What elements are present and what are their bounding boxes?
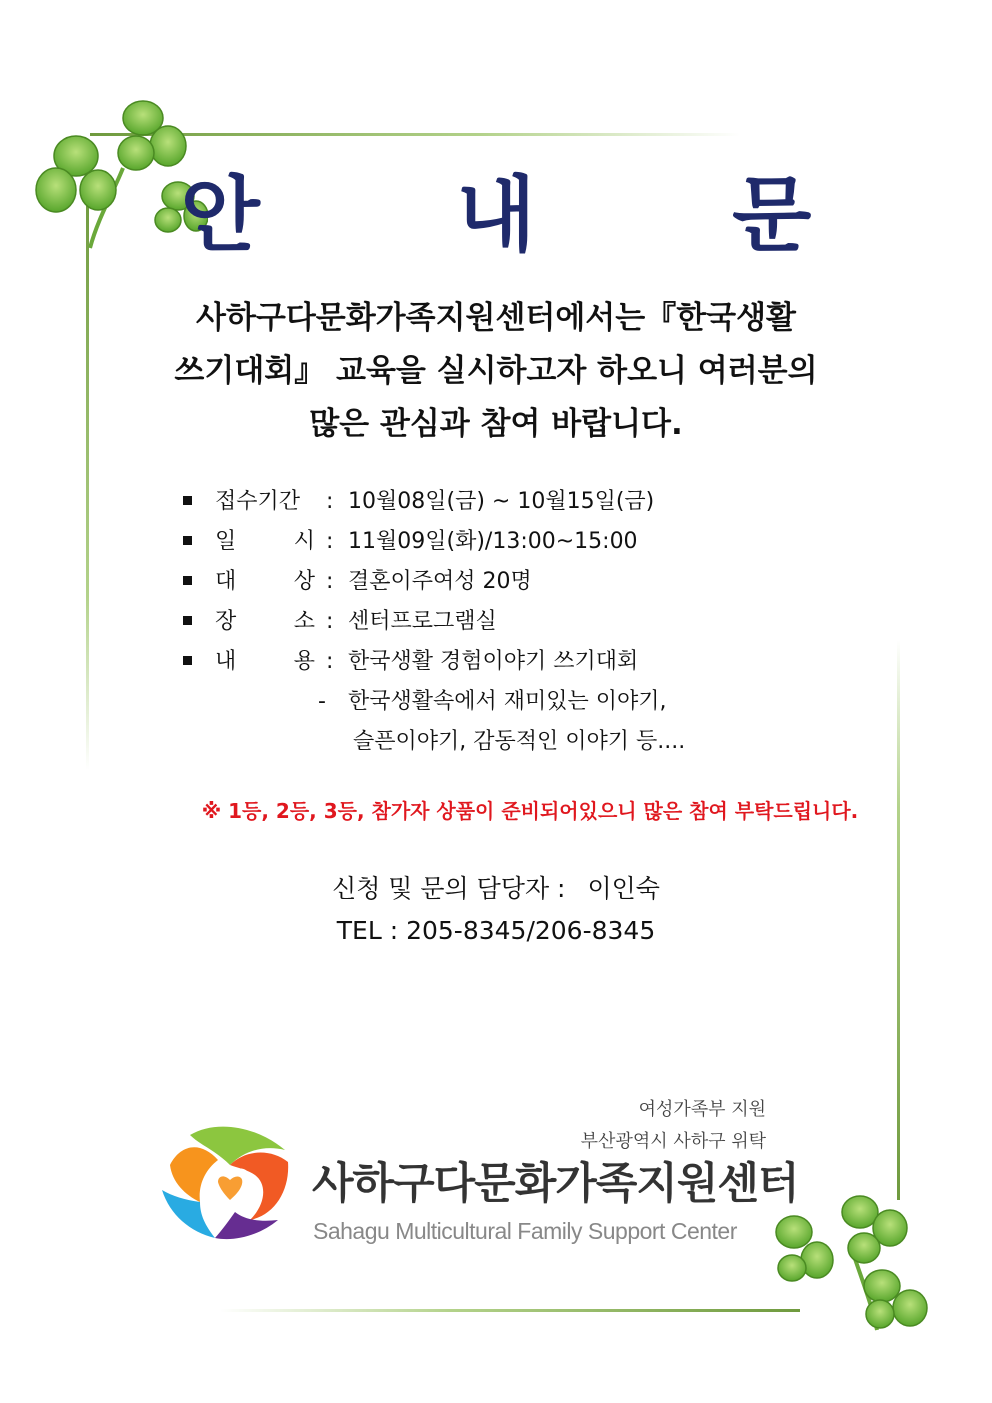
bullet-icon <box>183 536 192 545</box>
detail-label <box>215 522 315 562</box>
detail-row-content <box>183 642 823 682</box>
detail-value: 결혼이주여성 20명 <box>348 569 532 594</box>
detail-value: 센터프로그램실 <box>348 609 497 634</box>
contact-person-line <box>0 868 992 910</box>
frame-bottom-border <box>220 1309 800 1312</box>
bullet-icon <box>183 656 192 665</box>
detail-label <box>215 642 315 682</box>
detail-value: 한국생활 경험이야기 쓰기대회 <box>348 649 639 674</box>
detail-sub-row-2 <box>183 722 823 762</box>
detail-value: 10월08일(금) ~ 10월15일(금) <box>348 489 655 514</box>
detail-label-part: 소 <box>293 609 315 634</box>
detail-label-part: 대 <box>215 569 237 594</box>
detail-label <box>215 602 315 642</box>
detail-row-target <box>183 562 823 602</box>
detail-label-part: 상 <box>293 569 315 594</box>
detail-label-part: 시 <box>293 529 315 554</box>
detail-row-location <box>183 602 823 642</box>
bullet-icon <box>183 576 192 585</box>
intro-line-2: 쓰기대회』 교육을 실시하고자 하오니 여러분의 <box>174 353 818 389</box>
detail-label-part: 용 <box>293 649 315 674</box>
support-line-2: 부산광역시 사하구 위탁 <box>580 1131 766 1152</box>
intro-paragraph <box>120 292 872 451</box>
page-title: 안 내 문 <box>180 168 896 263</box>
contact-label: 신청 및 문의 담당자 : <box>332 874 566 903</box>
detail-label <box>215 562 315 602</box>
detail-colon: : <box>326 489 334 514</box>
detail-value: 11월09일(화)/13:00~15:00 <box>348 529 638 554</box>
bullet-icon <box>183 496 192 505</box>
intro-line-1: 사하구다문화가족지원센터에서는『한국생활 <box>196 300 796 336</box>
prize-notice: ※ 1등, 2등, 3등, 참가자 상품이 준비되어있으니 많은 참여 부탁드립니다. <box>201 799 859 823</box>
center-logo-icon <box>160 1120 300 1242</box>
detail-row-schedule <box>183 522 823 562</box>
detail-colon: : <box>326 609 334 634</box>
detail-colon: : <box>326 649 334 674</box>
organization-name-english: Sahagu Multicultural Family Support Center <box>313 1218 737 1244</box>
dash-marker: - <box>318 689 326 714</box>
organization-name-korean: 사하구다문화가족지원센터 <box>312 1159 799 1209</box>
detail-sub-row-1 <box>183 682 823 722</box>
detail-sub-value: 한국생활속에서 재미있는 이야기, <box>348 689 667 714</box>
detail-label-part: 장 <box>215 609 237 634</box>
detail-sub-value: 슬픈이야기, 감동적인 이야기 등.... <box>353 729 686 754</box>
support-info <box>581 1094 766 1158</box>
contact-tel: TEL : 205-8345/206-8345 <box>336 916 656 945</box>
frame-left-border <box>86 190 89 770</box>
contact-name: 이인숙 <box>587 874 660 903</box>
details-list <box>183 482 823 762</box>
bullet-icon <box>183 616 192 625</box>
detail-label: 접수기간 <box>215 489 301 514</box>
detail-label-part: 내 <box>215 649 237 674</box>
support-line-1: 여성가족부 지원 <box>638 1099 766 1120</box>
contact-block <box>0 868 992 952</box>
detail-colon: : <box>326 569 334 594</box>
detail-colon: : <box>326 529 334 554</box>
detail-row-registration-period <box>183 482 823 522</box>
intro-line-3: 많은 관심과 참여 바랍니다. <box>309 406 683 442</box>
detail-label-part: 일 <box>215 529 237 554</box>
